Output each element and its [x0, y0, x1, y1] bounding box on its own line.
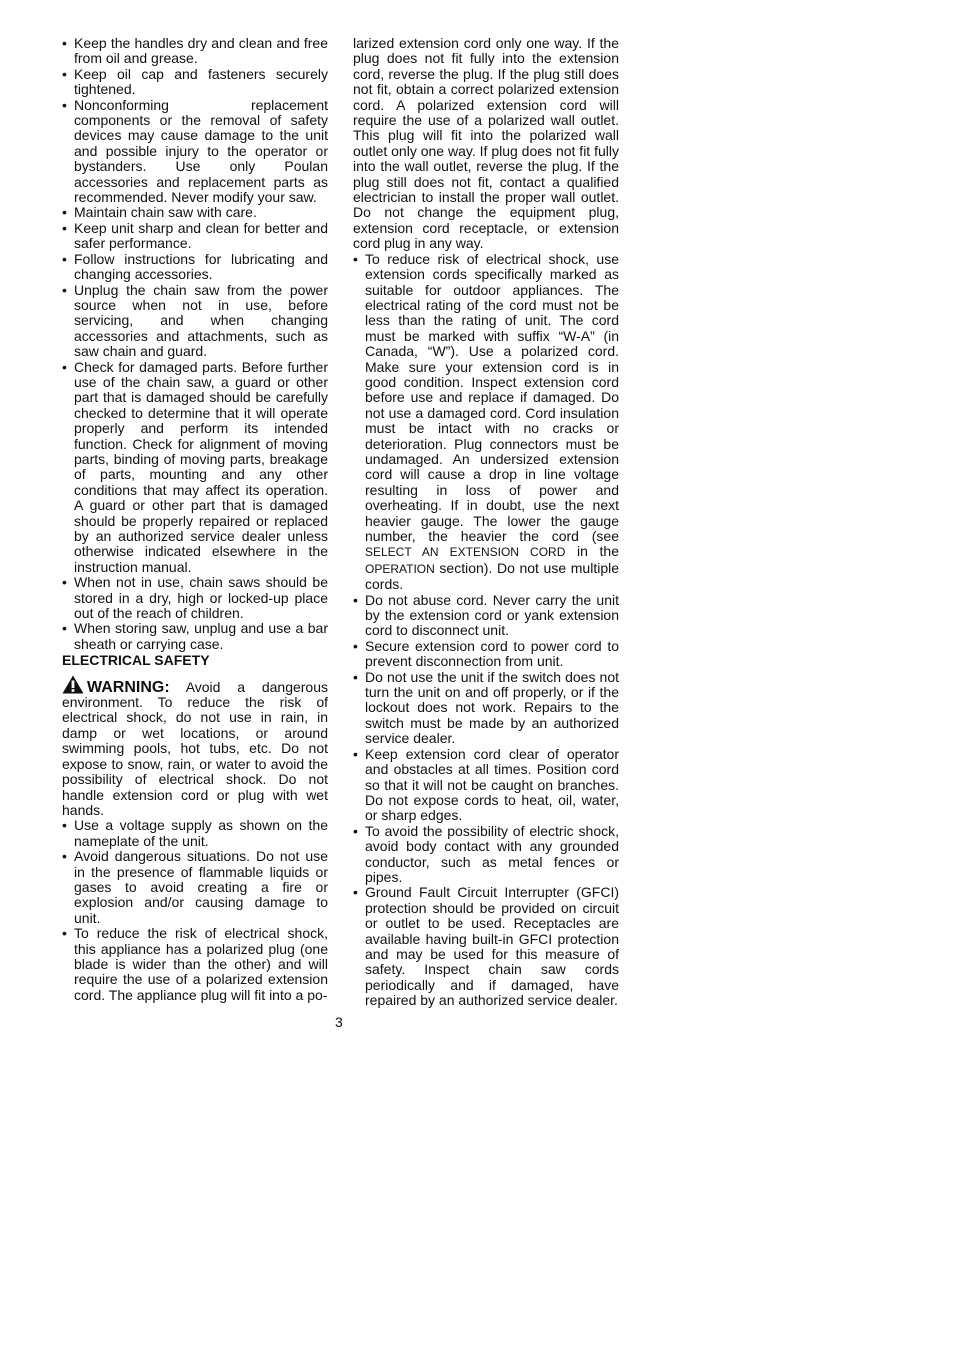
right-column — [353, 36, 619, 1009]
list-item: • When storing saw, unplug and use a bar sheath or carrying case. — [62, 621, 328, 652]
warning-text: Avoid a dangerous environment. To reduce the risk of electrical shock, do not use in rain, in damp or wet locations, or around swimming pools, hot tubs, etc. Do not expose to snow, rain, or water to avoid the possibility of electrical shock. Do not handle extension cord or plug with wet hands. — [62, 678, 328, 818]
warning-triangle-icon — [62, 675, 84, 694]
list-item: • Ground Fault Circuit Interrupter (GFCI) protection should be provided on circuit or outlet to be used. Receptacles are available having built-in GFCI protection and may be used for this measure of safety. Inspect chain saw cords periodically and if damaged, have repaired by an authorized service dealer. — [353, 885, 619, 1008]
page-number: 3 — [335, 1014, 343, 1030]
list-item: • Unplug the chain saw from the power source when not in use, before servicing, and when changing accessories and attachments, such as saw chain and guard. — [62, 283, 328, 360]
electrical-bullet-list — [62, 818, 328, 1003]
extension-cord-bullet-list — [353, 252, 619, 1009]
list-item: • When not in use, chain saws should be stored in a dry, high or locked-up place out of the reach of children. — [62, 575, 328, 621]
list-item — [353, 252, 619, 593]
list-item: • Do not abuse cord. Never carry the unit by the extension cord or yank extension cord to disconnect unit. — [353, 593, 619, 639]
maintenance-bullet-list — [62, 36, 328, 652]
continued-paragraph: larized extension cord only one way. If the plug does not fit fully into the extension cord, reverse the plug. If the plug still does not fit, obtain a correct polarized extension cord. A polarized extension cord will require the use of a polarized wall outlet. This plug will fit into the polarized wall outlet only one way. If plug does not fit fully into the wall outlet, reverse the plug. If the plug still does not fit, contact a qualified electrician to install the proper wall outlet. Do not change the equipment plug, extension cord receptacle, or extension cord plug in any way. — [353, 35, 619, 252]
list-item: • Check for damaged parts. Before further use of the chain saw, a guard or other part that is damaged should be carefully checked to determine that it will operate properly and perform its intended function. Check for alignment of moving parts, binding of moving parts, breakage of parts, mounting and any other conditions that may affect its operation. A guard or other part that is damaged should be properly repaired or replaced by an authorized service dealer unless otherwise indicated elsewhere in the instruction manual. — [62, 360, 328, 576]
left-column — [62, 36, 328, 1003]
cord-text-middle: in the — [565, 543, 619, 560]
list-item: • Avoid dangerous situations. Do not use in the presence of flammable liquids or gases to avoid creating a fire or explosion and/or causing damage to unit. — [62, 849, 328, 926]
section-reference: SELECT AN EXTENSION CORD — [365, 545, 566, 560]
section-heading-electrical-safety: ELECTRICAL SAFETY — [62, 652, 210, 669]
list-item: • Follow instructions for lubricating and changing accessories. — [62, 252, 328, 283]
chapter-reference: OPERATION — [365, 561, 435, 576]
warning-label: WARNING: — [87, 678, 170, 696]
cord-text-before: To reduce risk of electrical shock, use extension cords specifically marked as suitable for outdoor appliances. The electrical rating of the cord must not be less than the rating of unit. The cord must be marked with suffix “W-A” (in Canada, “W”). Use a polarized cord. Make sure your extension cord is in good condition. Inspect extension cord before use and replace if damaged. Do not use a damaged cord. Cord insulation must be intact with no cracks or deterioration. Plug connectors must be undamaged. An undersized extension cord will cause a drop in line voltage resulting in loss of power and overheating. If in doubt, use the next heavier gauge. The lower the gauge number, the heavier the cord (see — [365, 250, 619, 544]
list-item: • Do not use the unit if the switch does not turn the unit on and off properly, or if the lockout does not work. Repairs to the switch must be made by an authorized service dealer. — [353, 670, 619, 747]
list-item: • Keep oil cap and fasteners securely tightened. — [62, 67, 328, 98]
list-item: • To avoid the possibility of electric shock, avoid body contact with any grounded conductor, such as metal fences or pipes. — [353, 824, 619, 886]
cord-text-after: section). Do not use multiple cords. — [365, 559, 619, 593]
list-item: • To reduce the risk of electrical shock, this appliance has a polarized plug (one blade is wider than the other) and will require the use of a polarized extension cord. The appliance plug will fit into a po- — [62, 926, 328, 1003]
list-item: • Keep unit sharp and clean for better and safer performance. — [62, 221, 328, 252]
list-item: • Secure extension cord to power cord to prevent disconnection from unit. — [353, 639, 619, 670]
list-item: • Use a voltage supply as shown on the nameplate of the unit. — [62, 818, 328, 849]
list-item: • Maintain chain saw with care. — [62, 205, 328, 220]
list-item: • Nonconforming replacement components or the removal of safety devices may cause damage to the unit and possible injury to the operator or bystanders. Use only Poulan accessories and replacement parts as recommended. Never modify your saw. — [62, 98, 328, 206]
warning-paragraph — [62, 675, 328, 819]
list-item: • Keep extension cord clear of operator and obstacles at all times. Position cord so that it will not be caught on branches. Do not expose cords to heat, oil, water, or sharp edges. — [353, 747, 619, 824]
list-item: • Keep the handles dry and clean and free from oil and grease. — [62, 36, 328, 67]
